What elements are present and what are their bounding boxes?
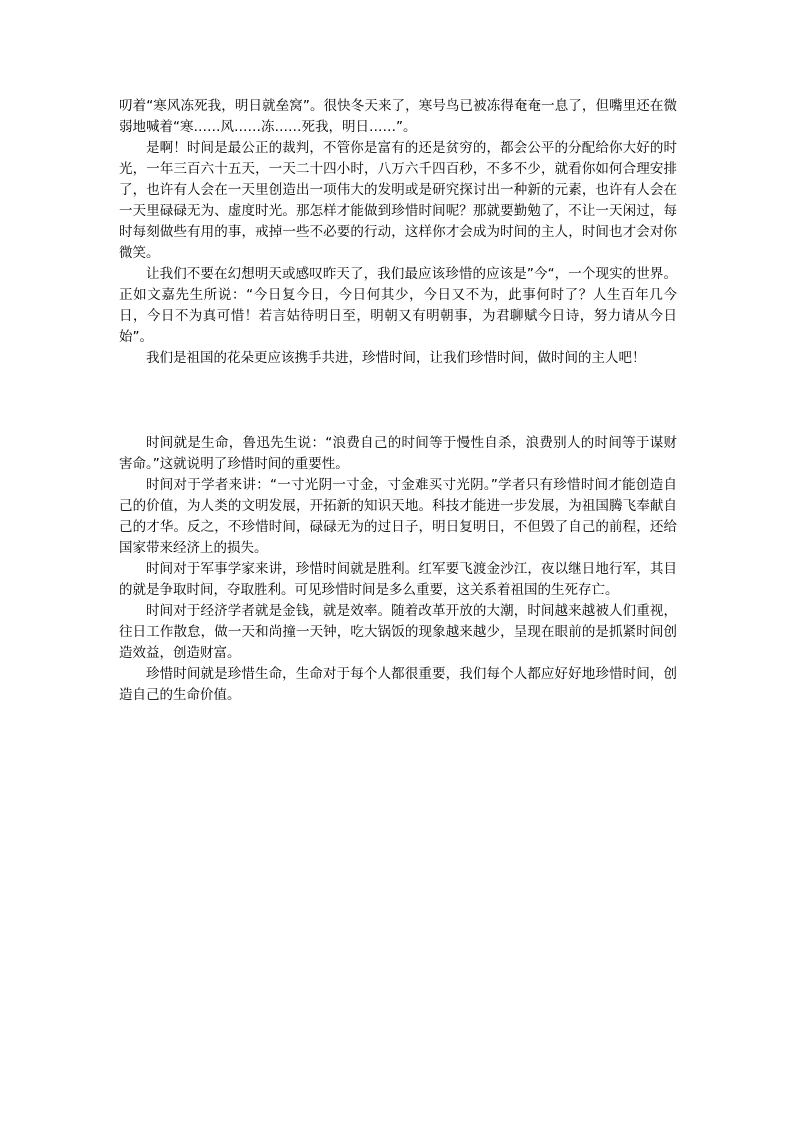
- paragraph-cherish-today: 让我们不要在幻想明天或感叹昨天了，我们最应该珍惜的应该是”今“，一个现实的世界。正如文嘉先生所说：“今日复今日，今日何其少，今日又不为，此事何时了？人生百年几今日，今日不为真可惜！若言姑待明日至，明朝又有明朝事，为君聊赋今日诗，努力请从今日始”。: [119, 266, 677, 345]
- essay-section-one: [119, 96, 677, 369]
- paragraph-cold-bird-ending: 叨着“寒风冻死我，明日就垒窝”。很快冬天来了，寒号鸟已被冻得奄奄一息了，但嘴里还在微弱地喊着“寒……风……冻……死我，明日……”。: [119, 98, 677, 135]
- paragraph-time-is-life: 时间就是生命，鲁迅先生说：“浪费自己的时间等于慢性自杀，浪费别人的时间等于谋财害命。”这就说明了珍惜时间的重要性。: [119, 435, 677, 472]
- paragraph-closing-call: 我们是祖国的花朵更应该携手共进，珍惜时间，让我们珍惜时间，做时间的主人吧！: [146, 350, 646, 366]
- paragraph-time-for-military: 时间对于军事学家来讲，珍惜时间就是胜利。红军要飞渡金沙江，夜以继日地行军，其目的就是争取时间，夺取胜利。可见珍惜时间是多么重要，这关系着祖国的生死存亡。: [119, 561, 677, 598]
- paragraph-time-for-scholars: 时间对于学者来讲：“一寸光阴一寸金，寸金难买寸光阴。”学者只有珍惜时间才能创造自己的价值，为人类的文明发展，开拓新的知识天地。科技才能进一步发展，为祖国腾飞奉献自己的才华。反之，不珍惜时间，碌碌无为的过日子，明日复明日，不但毁了自己的前程，还给国家带来经济上的损失。: [119, 477, 677, 556]
- paragraph-time-is-fair-judge: 是啊！时间是最公正的裁判，不管你是富有的还是贫穷的，都会公平的分配给你大好的时光，一年三百六十五天，一天二十四小时，八万六千四百秒，不多不少，就看你如何合理安排了，也许有人会在一天里创造出一项伟大的发明或是研究探讨出一种新的元素，也许有人会在一天里碌碌无为、虚度时光。那怎样才能做到珍惜时间呢？那就要勤勉了，不让一天闲过，每时每刻做些有用的事，戒掉一些不必要的行动，这样你才会成为时间的主人，时间也才会对你微笑。: [119, 140, 677, 261]
- paragraph-conclusion: 珍惜时间就是珍惜生命，生命对于每个人都很重要，我们每个人都应好好地珍惜时间，创造自己的生命价值。: [119, 666, 677, 703]
- paragraph-time-for-economists: 时间对于经济学者就是金钱，就是效率。随着改革开放的大潮，时间越来越被人们重视，往日工作散怠，做一天和尚撞一天钟，吃大锅饭的现象越来越少，呈现在眼前的是抓紧时间创造效益，创造财富。: [119, 603, 677, 661]
- essay-section-two: [119, 433, 677, 706]
